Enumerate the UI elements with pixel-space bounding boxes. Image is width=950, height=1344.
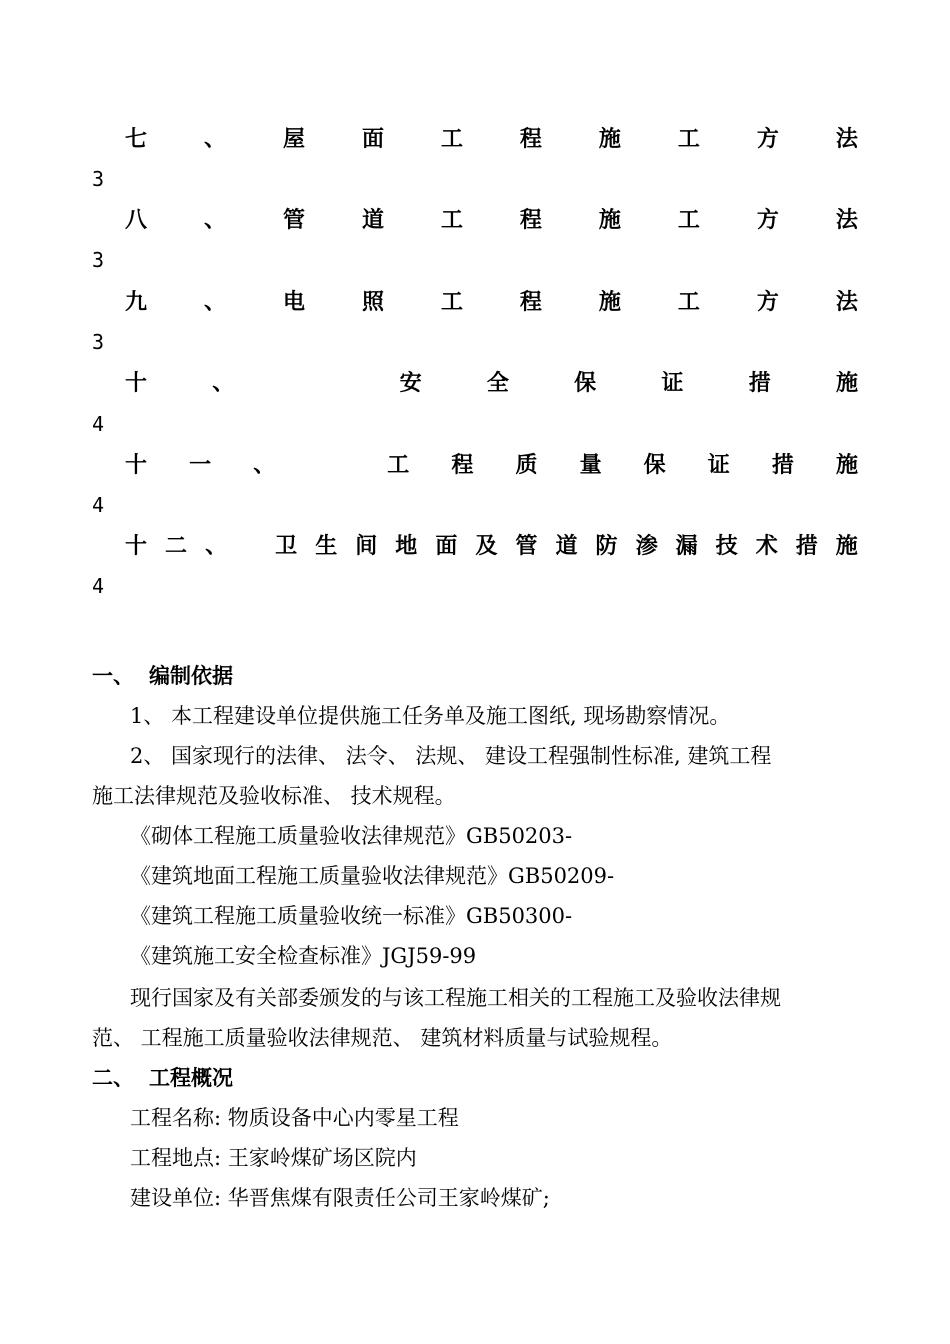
toc-char: 十 [125, 452, 148, 478]
toc-char: 一 [189, 452, 212, 478]
toc-char: 间 [355, 533, 378, 559]
toc-char: 保 [643, 452, 666, 478]
toc-char: 七 [125, 126, 148, 152]
toc-char: 、 [205, 533, 228, 559]
toc-char: 屋 [282, 126, 305, 152]
section-number: 一、 [92, 664, 134, 688]
toc-char: 工 [677, 289, 700, 315]
section-heading-overview [92, 1063, 233, 1093]
toc-entry-roof[interactable] [125, 122, 858, 152]
toc-char: 工 [440, 207, 463, 233]
toc-char: 措 [795, 533, 818, 559]
toc-page-number: 3 [92, 167, 105, 191]
standard-ref: 《建筑地面工程施工质量验收法律规范》GB50209- [130, 864, 615, 888]
toc-entry-waterproofing[interactable] [125, 529, 858, 559]
basis-item-2: 2、 国家现行的法律、 法令、 法规、 建设工程强制性标准, 建筑工程 [130, 744, 772, 768]
toc-char: 面 [435, 533, 458, 559]
toc-char: 施 [835, 533, 858, 559]
toc-char: 渗 [635, 533, 658, 559]
toc-char: 工 [677, 207, 700, 233]
toc-char: 方 [756, 207, 779, 233]
toc-char: 工 [677, 126, 700, 152]
toc-char: 、 [203, 207, 226, 233]
toc-char: 道 [555, 533, 578, 559]
toc-char: 电 [282, 289, 305, 315]
toc-char: 法 [835, 289, 858, 315]
toc-char: 卫 [275, 533, 298, 559]
section-heading-basis [92, 661, 233, 691]
section-title: 编制依据 [149, 664, 233, 688]
toc-entry-pipes[interactable] [125, 203, 858, 233]
toc-page-number: 3 [92, 248, 105, 272]
toc-char: 工 [440, 289, 463, 315]
toc-char: 生 [315, 533, 338, 559]
toc-entry-safety[interactable] [125, 366, 858, 396]
standard-ref: 《砌体工程施工质量验收法律规范》GB50203- [130, 824, 573, 848]
toc-char: 质 [515, 452, 538, 478]
toc-char: 法 [835, 207, 858, 233]
project-name: 工程名称: 物质设备中心内零星工程 [130, 1106, 459, 1130]
toc-char: 、 [203, 126, 226, 152]
toc-entry-lighting[interactable] [125, 285, 858, 315]
toc-page-number: 4 [92, 412, 105, 436]
toc-char: 保 [574, 370, 597, 396]
section-title: 工程概况 [149, 1066, 233, 1090]
toc-char: 程 [519, 289, 542, 315]
toc-char: 措 [771, 452, 794, 478]
toc-char: 措 [748, 370, 771, 396]
toc-char: 漏 [675, 533, 698, 559]
toc-char: 方 [756, 289, 779, 315]
toc-char: 术 [755, 533, 778, 559]
toc-page-number: 4 [92, 574, 105, 598]
toc-char: 技 [715, 533, 738, 559]
toc-char: 道 [361, 207, 384, 233]
standard-ref: 《建筑工程施工质量验收统一标准》GB50300- [130, 904, 573, 928]
basis-item-2-cont: 施工法律规范及验收标准、 技术规程。 [92, 784, 456, 808]
toc-char: 及 [475, 533, 498, 559]
basis-item-1: 1、 本工程建设单位提供施工任务单及施工图纸, 现场勘察情况。 [130, 704, 731, 728]
toc-char: 工 [440, 126, 463, 152]
toc-char: 面 [361, 126, 384, 152]
toc-char: 安 [399, 370, 422, 396]
toc-char: 照 [361, 289, 384, 315]
other-standards: 现行国家及有关部委颁发的与该工程施工相关的工程施工及验收法律规 [130, 986, 781, 1010]
toc-char: 防 [595, 533, 618, 559]
toc-entry-quality[interactable] [125, 448, 858, 478]
toc-char: 地 [395, 533, 418, 559]
toc-char: 证 [707, 452, 730, 478]
toc-char: 管 [515, 533, 538, 559]
project-owner: 建设单位: 华晋焦煤有限责任公司王家岭煤矿; [130, 1186, 550, 1210]
toc-char: 、 [253, 452, 276, 478]
toc-char: 方 [756, 126, 779, 152]
toc-char: 八 [125, 207, 148, 233]
toc-char: 法 [835, 126, 858, 152]
toc-char: 九 [125, 289, 148, 315]
toc-char: 施 [598, 126, 621, 152]
toc-char: 程 [519, 126, 542, 152]
standard-ref: 《建筑施工安全检查标准》JGJ59-99 [130, 944, 477, 968]
toc-char: 、 [212, 370, 235, 396]
toc-page-number: 3 [92, 330, 105, 354]
toc-char: 十 [125, 533, 148, 559]
toc-char: 施 [835, 370, 858, 396]
toc-char: 、 [203, 289, 226, 315]
toc-char: 程 [451, 452, 474, 478]
toc-char: 工 [387, 452, 410, 478]
project-location: 工程地点: 王家岭煤矿场区院内 [130, 1146, 417, 1170]
toc-char: 量 [579, 452, 602, 478]
toc-page-number: 4 [92, 493, 105, 517]
toc-char: 程 [519, 207, 542, 233]
toc-char: 证 [661, 370, 684, 396]
toc-char: 施 [598, 289, 621, 315]
toc-char: 管 [282, 207, 305, 233]
toc-char: 二 [165, 533, 188, 559]
toc-char: 施 [598, 207, 621, 233]
toc-char: 施 [835, 452, 858, 478]
toc-char: 十 [125, 370, 148, 396]
other-standards-cont: 范、 工程施工质量验收法律规范、 建筑材料质量与试验规程。 [92, 1026, 673, 1050]
toc-char: 全 [486, 370, 509, 396]
section-number: 二、 [92, 1066, 134, 1090]
